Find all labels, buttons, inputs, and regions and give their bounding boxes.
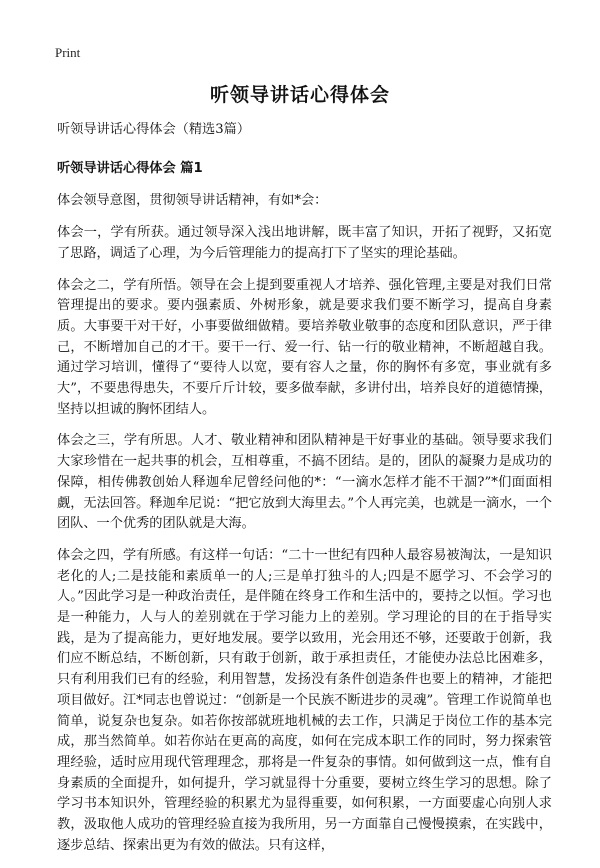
section-heading: 听领导讲话心得体会 篇1 [57,160,203,176]
paragraph-insight-4: 体会之四，学有所感。有这样一句话：“二十一世纪有四种人最容易被淘汰，一是知识老化的人;二是技能和素质单一的人;三是单打独斗的人;四是不愿学习、不会学习的人。”因此学习是一种政治责任，是伴随在终身工作和生活中的，要持之以恒。学习也是一种能力，人与人的差别就在于学习能力上的差别。学习理论的目的在于指导实践，是为了提高能力，更好地发展。要学以致用，光会用还不够，还要敢于创新，我们应不断总结，不断创新，只有敢于创新，敢于承担责任，才能使办法总比困难多，只有利用我们已有的经验，利用智慧，发扬没有条件创造条件也要上的精神，才能把项目做好。江*同志也曾说过：“创新是一个民族不断进步的灵魂”。管理工作说简单也简单，说复杂也复杂。如若你按部就班地机械的去工作，只满足于岗位工作的基本完成，那当然简单。如若你站在更高的高度，如何在完成本职工作的同时，努力探索管理经验，适时应用现代管理理念，那将是一件复杂的事情。如何做到这一点，惟有自身素质的全面提升，如何提升，学习就显得十分重要，要树立终生学习的思想。除了学习书本知识外，管理经验的积累尤为显得重要，如何积累，一方面要虚心向别人求教，汲取他人成功的管理经验直接为我所用，另一方面靠自己慢慢摸索，在实践中，逐步总结、探索出更为有效的做法。只有这样， [57,547,552,853]
document-subtitle: 听领导讲话心得体会（精选3篇） [57,122,251,137]
paragraph-intro: 体会领导意图，贯彻领导讲话精神，有如*会： [57,193,328,209]
document-body [57,120,552,868]
paragraph-insight-2: 体会之二，学有所悟。领导在会上提到要重视人才培养、强化管理,主要是对我们日常管理提出的要求。要内强素质、外树形象，就是要求我们要不断学习，提高自身素质。大事要干对干好，小事要做细做精。要培养敬业敬事的态度和团队意识，严于律己，不断增加自己的才干。要干一行、爱一行、钻一行的敬业精神，不断超越自我。通过学习培训，懂得了“要待人以宽，要有容人之量，你的胸怀有多宽，事业就有多大”，不要患得患失，不要斤斤计较，要多做奉献，多讲付出，培养良好的道德情操，坚持以担诚的胸怀团结人。 [57,277,552,417]
document-title: 听领导讲话心得体会 [209,84,390,106]
paragraph-insight-3: 体会之三，学有所思。人才、敬业精神和团队精神是干好事业的基础。领导要求我们大家珍惜在一起共事的机会，互相尊重，不搞不团结。是的，团队的凝聚力是成功的保障，相传佛教创始人释迦牟尼曾经问他的*：“一滴水怎样才能不干涸?”*们面面相觑，无法回答。释迦牟尼说：“把它放到大海里去。”个人再完美，也就是一滴水，一个团队、一个优秀的团队就是大海。 [57,433,552,532]
paragraph-insight-1: 体会一，学有所获。通过领导深入浅出地讲解，既丰富了知识，开拓了视野，又拓宽了思路，调适了心理，为今后管理能力的提高打下了坚实的理论基础。 [57,225,552,261]
print-label: Print [55,45,81,60]
